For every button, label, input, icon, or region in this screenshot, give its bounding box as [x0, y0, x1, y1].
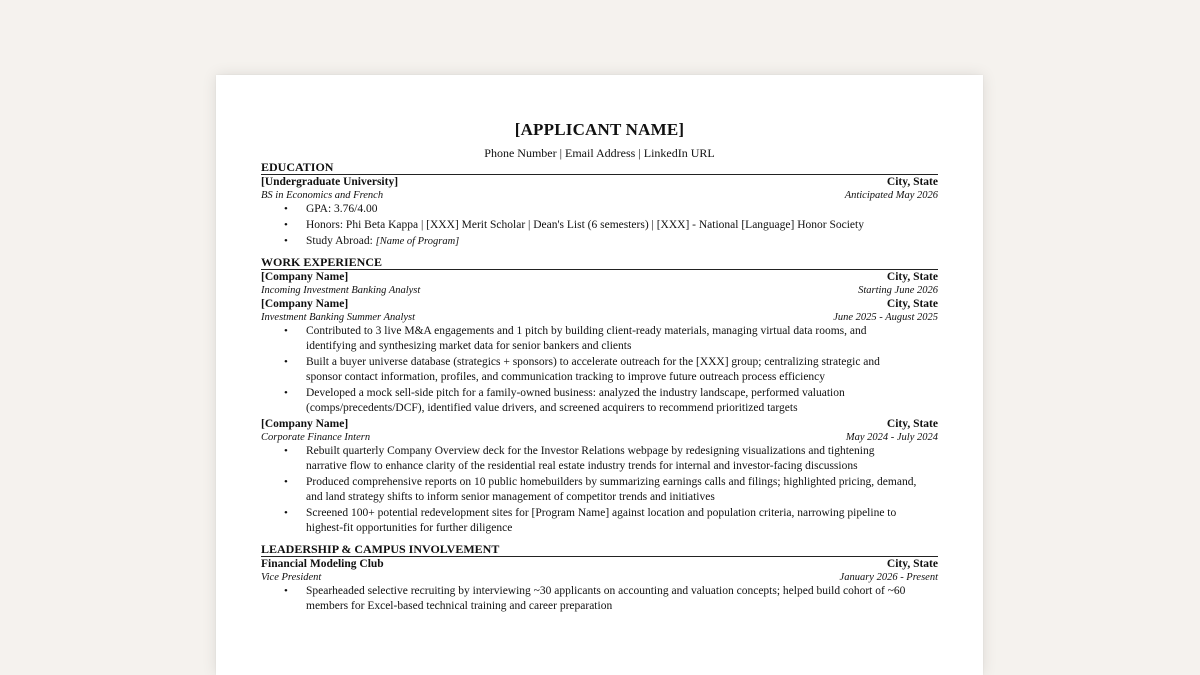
company-location: City, State	[886, 298, 938, 310]
job-role: Investment Banking Summer Analyst	[261, 312, 416, 323]
job-date: Starting June 2026	[858, 285, 938, 296]
company-name: [Company Name]	[261, 271, 349, 283]
list-item: • Spearheaded selective recruiting by interviewing ~30 applicants on accounting and valuation concepts; helped build cohort of ~60 members for Excel-based technical training and career preparation	[306, 584, 938, 614]
study-abroad-label: Study Abroad:	[306, 235, 376, 247]
list-item: • Honors: Phi Beta Kappa | [XXX] Merit Scholar | Dean's List (6 semesters) | [XXX] - National [Language] Honor Society	[306, 218, 938, 233]
job-subheader	[261, 311, 938, 324]
job-bullets	[261, 444, 938, 536]
job-header	[261, 270, 938, 284]
company-name: [Company Name]	[261, 298, 349, 310]
job-header	[261, 297, 938, 311]
org-role: Vice President	[261, 572, 322, 583]
education-bullets	[261, 202, 938, 249]
job-subheader	[261, 431, 938, 444]
org-subheader	[261, 571, 938, 584]
org-date: January 2026 - Present	[839, 572, 938, 583]
school-name: [Undergraduate University]	[261, 176, 399, 188]
applicant-name: [APPLICANT NAME]	[514, 120, 685, 139]
org-name: Financial Modeling Club	[261, 558, 384, 570]
list-item: • GPA: 3.76/4.00	[306, 202, 938, 217]
school-location: City, State	[886, 176, 938, 188]
job-subheader	[261, 284, 938, 297]
contact-line: Phone Number | Email Address | LinkedIn URL	[484, 146, 715, 160]
list-item: • Screened 100+ potential redevelopment sites for [Program Name] against location and population criteria, narrowing pipeline to highest-fit opportunities for further diligence	[306, 506, 938, 536]
list-item: • Developed a mock sell-side pitch for a family-owned business: analyzed the industry landscape, performed valuation (comps/precedents/DCF), identified value drivers, and screened acquirers to recommend prioritized targets	[306, 386, 938, 416]
job-date: May 2024 - July 2024	[845, 432, 938, 443]
job-role: Corporate Finance Intern	[261, 432, 371, 443]
job-bullets	[261, 324, 938, 416]
org-location: City, State	[886, 558, 938, 570]
list-item: • Produced comprehensive reports on 10 public homebuilders by summarizing earnings calls and filings; highlighted pricing, demand, and land strategy shifts to inform senior management of competitor trends and initiatives	[306, 475, 938, 505]
company-location: City, State	[886, 418, 938, 430]
job-date: June 2025 - August 2025	[833, 312, 938, 323]
section-title-work: WORK EXPERIENCE	[261, 256, 938, 270]
list-item: • Rebuilt quarterly Company Overview deck for the Investor Relations webpage by redesigning visualizations and tightening narrative flow to enhance clarity of the residential real estate industry trends for internal and investor-facing discussions	[306, 444, 938, 474]
resume-page	[216, 75, 983, 675]
leadership-bullets	[261, 584, 938, 614]
education-date: Anticipated May 2026	[844, 190, 938, 201]
section-title-leadership: LEADERSHIP & CAMPUS INVOLVEMENT	[261, 543, 938, 557]
list-item: • Contributed to 3 live M&A engagements and 1 pitch by building client-ready materials, managing virtual data rooms, and identifying and synthesizing market data for senior bankers and clients	[306, 324, 938, 354]
job-header	[261, 417, 938, 431]
degree: BS in Economics and French	[261, 190, 384, 201]
education-subheader	[261, 189, 938, 202]
list-item: • Built a buyer universe database (strategics + sponsors) to accelerate outreach for the [XXX] group; centralizing strategic and sponsor contact information, profiles, and communication tracking to improve future outreach process efficiency	[306, 355, 938, 385]
company-name: [Company Name]	[261, 418, 349, 430]
list-item	[306, 234, 938, 249]
study-abroad-program: [Name of Program]	[375, 236, 460, 247]
section-title-education: EDUCATION	[261, 161, 938, 175]
job-role: Incoming Investment Banking Analyst	[261, 285, 421, 296]
education-header	[261, 175, 938, 189]
org-header	[261, 557, 938, 571]
company-location: City, State	[886, 271, 938, 283]
